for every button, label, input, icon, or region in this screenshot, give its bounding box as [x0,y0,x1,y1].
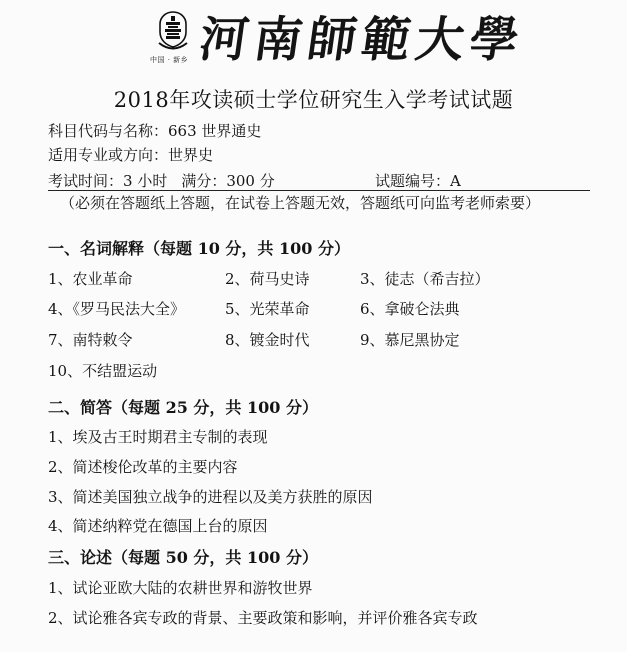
term-item: 1、农业革命 [48,270,133,288]
score-value: 300 分 [226,172,275,190]
major-value: 世界史 [168,146,214,164]
question-item: 1、埃及古王时期君主专制的表现 [48,428,268,446]
question-item: 3、简述美国独立战争的进程以及美方获胜的原因 [48,488,373,506]
major-line [48,144,213,165]
subject-label: 科目代码与名称： [48,122,169,140]
university-name: 河南師範大學 [196,12,528,68]
section-heading: 三、论述（每题 50 分，共 100 分） [48,548,318,567]
university-emblem-icon [154,10,192,54]
answer-notice: （必须在答题纸上答题，在试卷上答题无效，答题纸可向监考老师索要） [60,194,541,212]
term-item: 8、镀金时代 [225,331,310,349]
section-heading: 一、名词解释（每题 10 分，共 100 分） [48,239,350,258]
code-value: A [450,172,461,190]
term-item: 9、慕尼黑协定 [360,331,460,349]
term-item: 10、不结盟运动 [48,362,158,380]
subject-value: 663 世界通史 [168,122,262,140]
time-label: 考试时间： [48,172,124,190]
code-label: 试题编号： [375,172,451,190]
question-item: 2、简述梭伦改革的主要内容 [48,458,238,476]
divider [48,190,590,191]
time-value: 3 小时 [123,172,168,190]
term-item: 3、徒志（希吉拉） [360,270,490,288]
term-item: 7、南特敕令 [48,331,133,349]
term-item: 2、荷马史诗 [225,270,310,288]
time-score-line [48,170,275,191]
question-item: 4、简述纳粹党在德国上台的原因 [48,517,268,535]
exam-code [375,170,461,191]
section-heading: 二、简答（每题 25 分，共 100 分） [48,398,318,417]
term-item: 6、拿破仑法典 [360,300,460,318]
question-item: 1、试论亚欧大陆的农耕世界和游牧世界 [48,579,313,597]
question-item: 2、试论雅各宾专政的背景、主要政策和影响，并评价雅各宾专政 [48,609,478,627]
exam-title: 2018年攻读硕士学位研究生入学考试试题 [113,88,514,112]
score-label: 满分： [181,172,227,190]
subject-line [48,120,261,141]
term-item: 5、光荣革命 [225,300,310,318]
university-logo [150,10,528,72]
term-item: 4、《罗马民法大全》 [48,300,186,318]
emblem-caption: 中国 · 新乡 [150,56,189,64]
major-label: 适用专业或方向： [48,146,169,164]
